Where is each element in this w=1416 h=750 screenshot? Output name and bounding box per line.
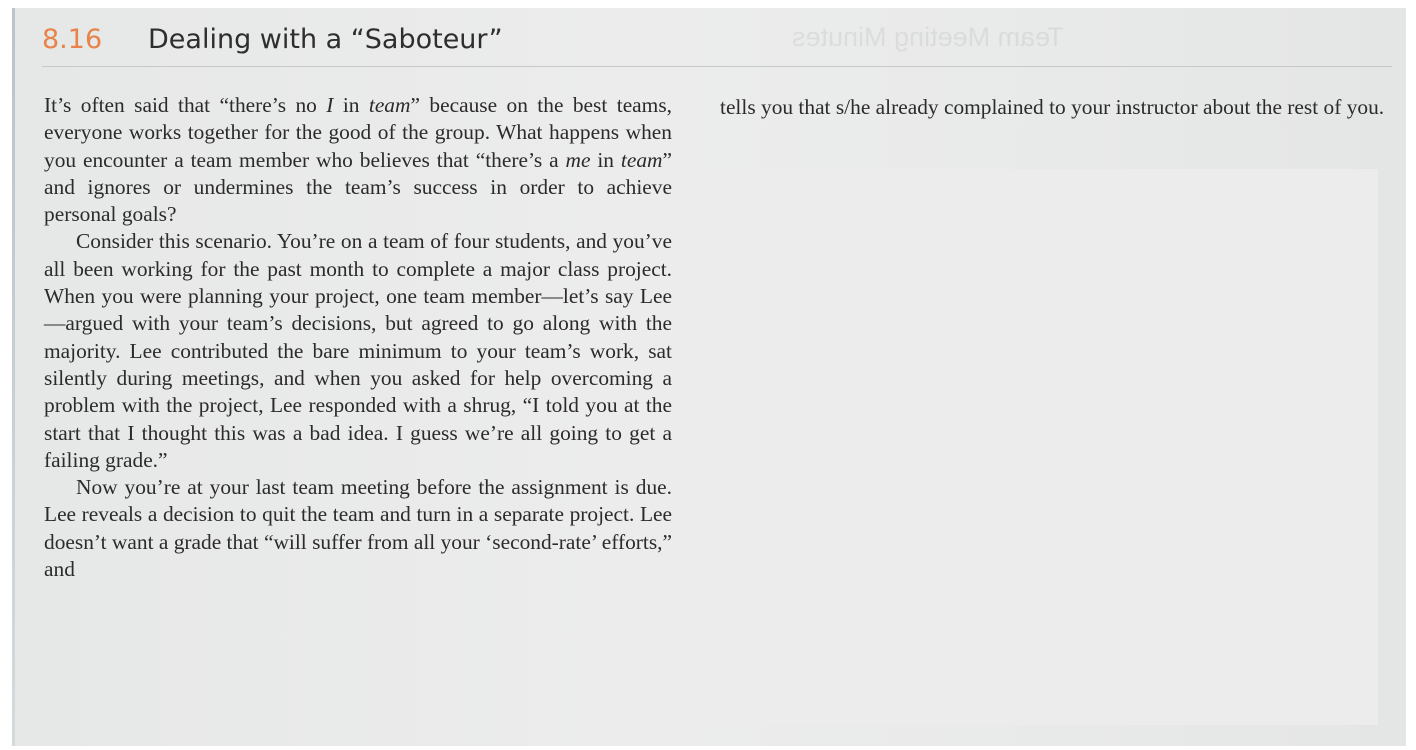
right-column <box>720 92 1400 123</box>
page-binding-edge <box>12 8 15 746</box>
blank-cover-box <box>715 169 1378 725</box>
heading-rule <box>42 66 1392 67</box>
textbook-page <box>12 8 1406 746</box>
paragraph-intro: It’s often said that “there’s no I in team” because on the best teams, everyone works together for the good of the group. What happens when you encounter a team member who believes that “there’s a me in team” and ignores or undermines the team’s success in order to achieve personal goals? <box>44 93 672 227</box>
paragraph-last-meeting: Now you’re at your last team meeting before the assignment is due. Lee reveals a decision to quit the team and turn in a separate project. Lee doesn’t want a grade that “will suffer from all your ‘second-rate’ efforts,” and <box>44 475 673 582</box>
paragraph-continuation: tells you that s/he already complained to your instructor about the rest of you. <box>720 95 1385 119</box>
section-number: 8.16 <box>42 24 103 55</box>
section-title: Dealing with a “Saboteur” <box>148 24 503 55</box>
paragraph-scenario: Consider this scenario. You’re on a team of four students, and you’ve all been working for the past month to complete a major class project. When you were planning your project, one team member—let’s say Lee—argued with your team’s decisions, but agreed to go along with the majority. Lee contributed the bare minimum to your team’s work, sat silently during meetings, and when you asked for help overcoming a problem with the project, Lee responded with a shrug, “I told you at the start that I thought this was a bad idea. I guess we’re all going to get a failing grade.” <box>44 229 672 472</box>
bleed-through-text: Team Meeting Minutes <box>792 22 1064 52</box>
section-heading <box>42 24 503 55</box>
left-column <box>44 92 672 583</box>
